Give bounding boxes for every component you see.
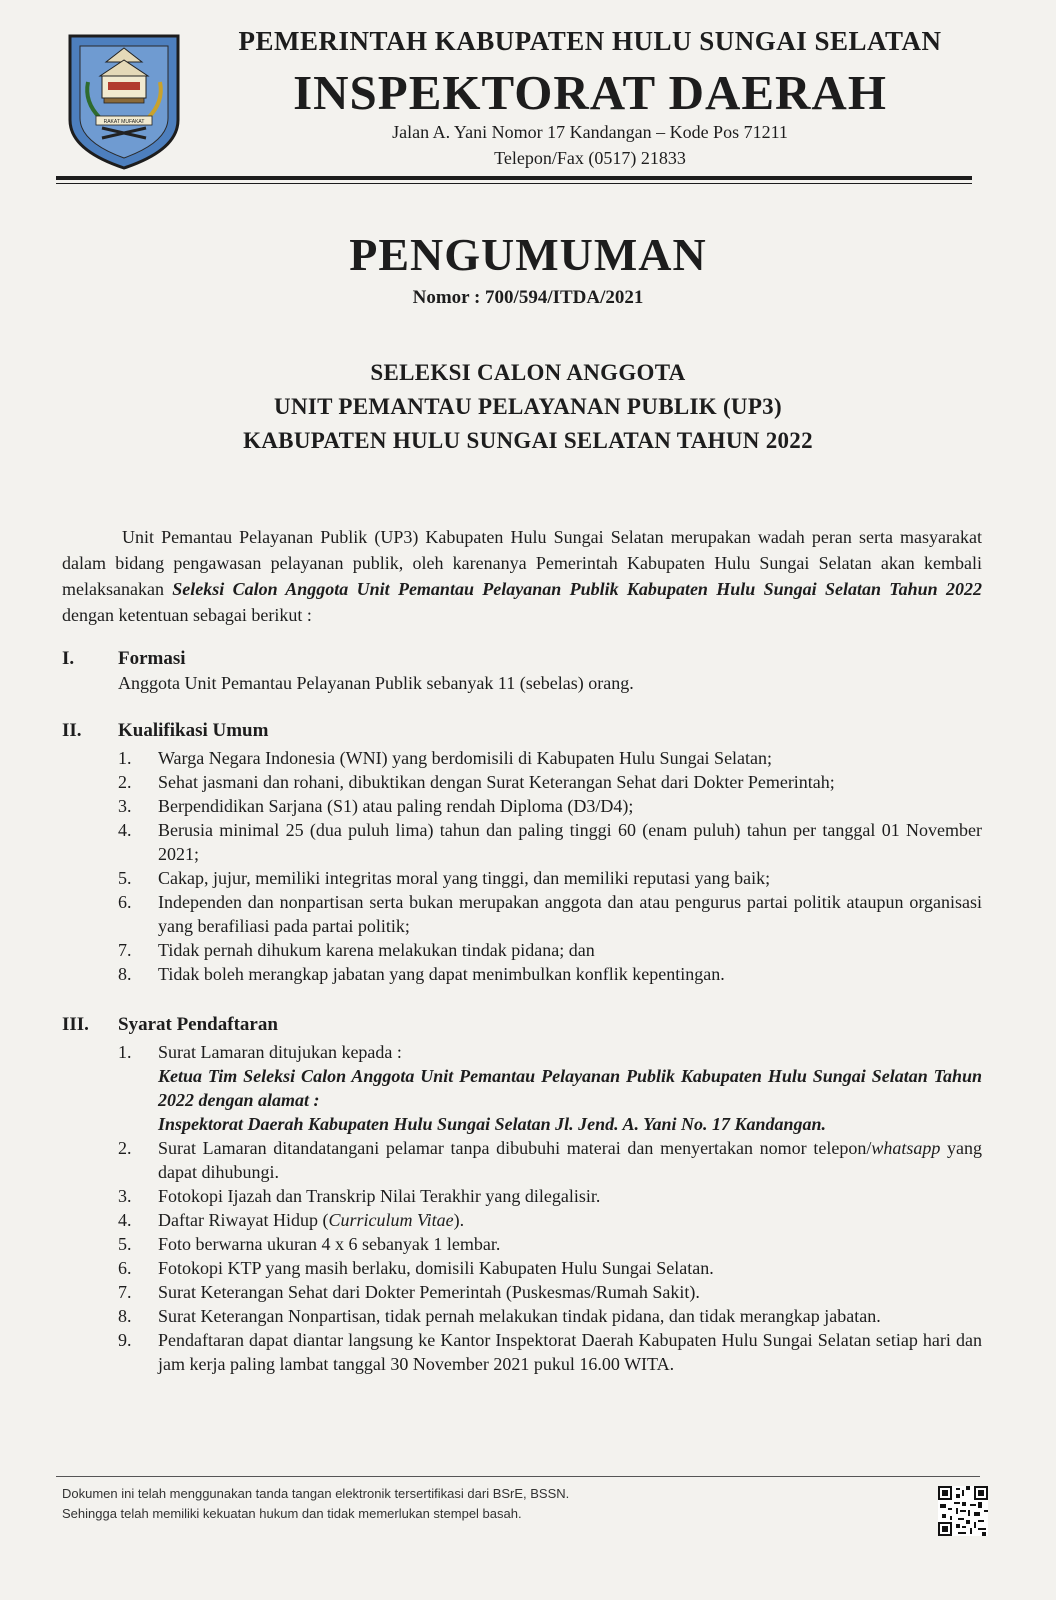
list-item-number: 5. [118,868,132,888]
list-item [118,938,982,962]
agency-address: Jalan A. Yani Nomor 17 Kandangan – Kode Pos 71211 [392,122,788,142]
letterhead-rule-thin [56,183,972,184]
regency-coat-of-arms-icon [66,32,182,172]
list-item-number: 4. [118,1210,132,1230]
intro-emphasis: Seleksi Calon Anggota Unit Pemantau Pelayanan Publik Kabupaten Hulu Sungai Selatan Tahun 2022 [172,579,982,599]
list-item [118,890,982,938]
announcement-number: Nomor : 700/594/ITDA/2021 [412,287,644,308]
list-item-number: 2. [118,1138,132,1158]
list-item [118,818,982,866]
list-item [118,794,982,818]
list-item-number: 6. [118,1258,132,1278]
list-item-number: 5. [118,1234,132,1254]
list-item-text: Surat Keterangan Nonpartisan, tidak pernah melakukan tindak pidana, dan tidak merangkap jabatan. [158,1306,881,1326]
list-item [118,1040,982,1136]
list-item-text: Surat Keterangan Sehat dari Dokter Pemerintah (Puskesmas/Rumah Sakit). [158,1282,700,1302]
section-kualifikasi-number: II. [62,720,82,741]
list-item-text: Tidak boleh merangkap jabatan yang dapat menimbulkan konflik kepentingan. [158,964,725,984]
intro-paragraph [62,524,982,628]
list-item-number: 3. [118,1186,132,1206]
qr-code-icon [938,1486,988,1536]
government-name: PEMERINTAH KABUPATEN HULU SUNGAI SELATAN [238,26,942,56]
list-item [118,962,982,986]
subject-line-3: KABUPATEN HULU SUNGAI SELATAN TAHUN 2022 [243,428,813,453]
list-item [118,1328,982,1376]
list-item-text: Daftar Riwayat Hidup ( [158,1210,329,1230]
subject-line-2: UNIT PEMANTAU PELAYANAN PUBLIK (UP3) [274,394,782,419]
list-item-text: Warga Negara Indonesia (WNI) yang berdomisili di Kabupaten Hulu Sungai Selatan; [158,748,773,768]
section-formasi-number: I. [62,648,75,669]
list-item [118,1208,982,1232]
intro-text-b: dengan ketentuan sebagai berikut : [62,605,312,625]
logo-ribbon-text: RAKAT MUFAKAT [103,119,145,125]
section-kualifikasi-title: Kualifikasi Umum [118,720,269,741]
list-item [118,1136,982,1184]
agency-phone: Telepon/Fax (0517) 21833 [494,148,686,168]
list-item-text: Independen dan nonpartisan serta bukan merupakan anggota dan atau pengurus partai politik ataupun organisasi yang berafiliasi pada partai politik; [158,892,982,936]
section-syarat-title: Syarat Pendaftaran [118,1014,278,1035]
list-item-text: Cakap, jujur, memiliki integritas moral yang tinggi, dan memiliki reputasi yang baik; [158,868,771,888]
list-item [118,1280,982,1304]
list-item [118,1256,982,1280]
list-item-text-italic: whatsapp [871,1138,941,1158]
list-item [118,1304,982,1328]
syarat-list [118,1040,982,1376]
list-item-text: Pendaftaran dapat diantar langsung ke Kantor Inspektorat Daerah Kabupaten Hulu Sungai Selatan setiap hari dan jam kerja paling lambat tanggal 30 November 2021 pukul 16.00 WITA. [158,1330,982,1374]
list-item [118,746,982,770]
letterhead-rule-thick [56,176,972,180]
list-item-number: 9. [118,1330,132,1350]
footer-legal-note: Sehingga telah memiliki kekuatan hukum dan tidak memerlukan stempel basah. [62,1506,522,1521]
list-item-number: 2. [118,772,132,792]
list-item-text: Sehat jasmani dan rohani, dibuktikan dengan Surat Keterangan Sehat dari Dokter Pemerintah; [158,772,835,792]
list-item-text: Surat Lamaran ditandatangani pelamar tanpa dibubuhi materai dan menyertakan nomor telepon/ [158,1138,872,1158]
list-item-text: Berpendidikan Sarjana (S1) atau paling rendah Diploma (D3/D4); [158,796,634,816]
list-item-number: 6. [118,892,132,912]
list-item-text: Fotokopi Ijazah dan Transkrip Nilai Terakhir yang dilegalisir. [158,1186,601,1206]
list-item-number: 7. [118,1282,132,1302]
list-item-text: Berusia minimal 25 (dua puluh lima) tahun dan paling tinggi 60 (enam puluh) tahun per tanggal 01 November 2021; [158,820,982,864]
list-item-number: 8. [118,964,132,984]
list-item-number: 1. [118,748,132,768]
list-item-number: 7. [118,940,132,960]
intro-text-a: Unit Pemantau Pelayanan Publik (UP3) Kabupaten Hulu Sungai Selatan merupakan wadah peran serta masyarakat dalam bidang pengawasan pelayanan publik, oleh karenanya Pemerintah Kabupaten Hulu Sungai Selatan akan kembali melaksanakan [62,527,982,599]
list-item-number: 8. [118,1306,132,1326]
list-item-text-end: yang dapat dihubungi. [158,1138,982,1182]
list-item-number: 4. [118,820,132,840]
subject-line-1: SELEKSI CALON ANGGOTA [370,360,686,385]
list-item-text: Foto berwarna ukuran 4 x 6 sebanyak 1 lembar. [158,1234,501,1254]
list-item [118,1232,982,1256]
list-item-number: 1. [118,1042,132,1062]
footer-signature-note: Dokumen ini telah menggunakan tanda tangan elektronik tersertifikasi dari BSrE, BSSN. [62,1486,570,1501]
list-item-text: Fotokopi KTP yang masih berlaku, domisili Kabupaten Hulu Sungai Selatan. [158,1258,714,1278]
address-text: Inspektorat Daerah Kabupaten Hulu Sungai Selatan Jl. Jend. A. Yani No. 17 Kandangan. [158,1114,827,1134]
list-item-text: Tidak pernah dihukum karena melakukan tindak pidana; dan [158,940,595,960]
announcement-title: PENGUMUMAN [349,229,707,280]
section-syarat-number: III. [62,1014,89,1035]
kualifikasi-list [118,746,982,986]
list-item [118,770,982,794]
section-formasi-text: Anggota Unit Pemantau Pelayanan Publik sebanyak 11 (sebelas) orang. [118,673,634,693]
addressee-text: Ketua Tim Seleksi Calon Anggota Unit Pemantau Pelayanan Publik Kabupaten Hulu Sungai Selatan Tahun 2022 dengan alamat : [158,1066,982,1110]
list-item-text: Surat Lamaran ditujukan kepada : [158,1042,402,1062]
agency-name: INSPEKTORAT DAERAH [293,65,887,120]
section-formasi-title: Formasi [118,648,186,669]
list-item-number: 3. [118,796,132,816]
list-item-text-italic: Curriculum Vitae [328,1210,454,1230]
footer-rule [56,1476,980,1477]
list-item [118,1184,982,1208]
list-item-text-end: ). [453,1210,465,1230]
list-item [118,866,982,890]
